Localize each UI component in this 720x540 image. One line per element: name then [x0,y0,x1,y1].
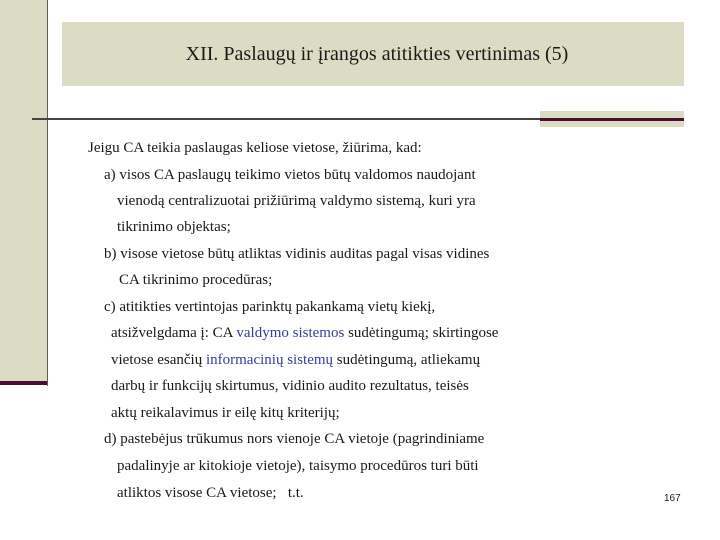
item-c-line-3-text-b: sudėtingumą, atliekamų [333,352,481,368]
item-c-line-1: c) atitikties vertintojas parinktų pakankamą vietų kiekį, [104,299,436,315]
page-number: 167 [664,493,681,504]
title-band [62,22,684,86]
item-a-line-2: vienodą centralizuotai prižiūrimą valdymo sistemą, kuri yra [117,193,476,209]
item-d-line-1: d) pastebėjus trūkumus nors vienoje CA vietoje (pagrindiniame [104,431,485,447]
item-c-line-5: aktų reikalavimus ir eilę kitų kriterijų; [111,405,340,421]
link-informaciniu-sistemu[interactable]: informacinių sistemų [205,352,334,368]
item-c-line-2 [111,324,498,342]
item-b-line-1: b) visose vietose būtų atliktas vidinis auditas pagal visas vidines [104,246,490,262]
item-d-line-3: atliktos visose CA vietose; t.t. [117,485,304,501]
intro-text: Jeigu CA teikia paslaugas keliose vietose, žiūrima, kad: [88,140,422,156]
item-c-line-2-text-b: sudėtingumą; skirtingose [344,325,499,341]
left-decor-strip [0,0,47,384]
divider-accent-bar [540,118,684,121]
slide-title: XII. Paslaugų ir įrangos atitikties vertinimas (5) [185,42,569,65]
left-decor-accent-bar [0,381,47,385]
item-c-line-3 [111,351,480,369]
item-d-line-2: padalinyje ar kitokioje vietoje), taisymo procedūros turi būti [117,458,479,474]
item-a-line-1: a) visos CA paslaugų teikimo vietos būtų valdomos naudojant [104,167,476,183]
item-c-line-2-text-a: atsižvelgdama į: CA [111,325,237,341]
item-a-line-3: tikrinimo objektas; [117,219,231,235]
item-c-line-4: darbų ir funkcijų skirtumus, vidinio audito rezultatus, teisės [111,378,469,394]
item-c-line-3-text-a: vietose esančių [111,352,206,368]
left-divider-line [47,0,48,386]
link-valdymo-sistemos[interactable]: valdymo sistemos [236,325,345,341]
item-b-line-2: CA tikrinimo procedūras; [119,272,273,288]
